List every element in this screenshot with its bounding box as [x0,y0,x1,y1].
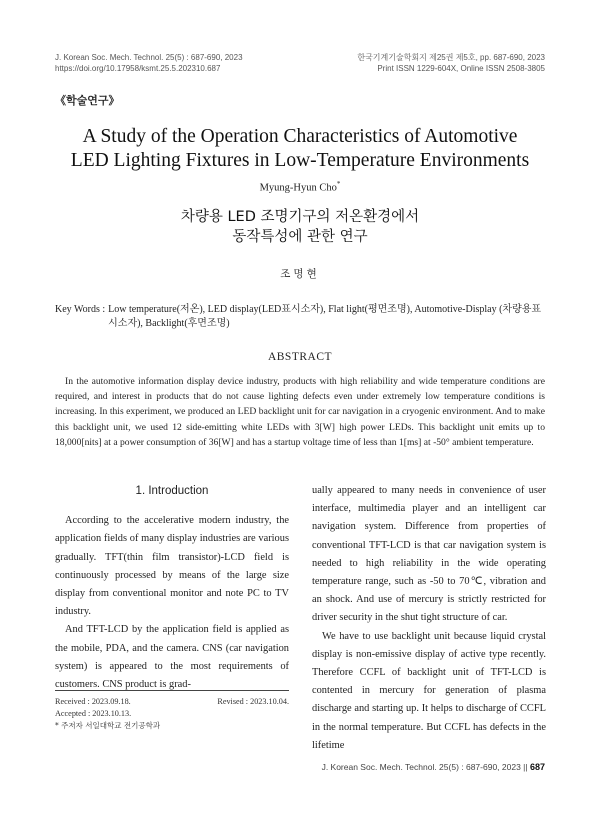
keywords-block [55,303,550,331]
article-category: 《학술연구》 [55,94,120,107]
left-column [55,482,289,694]
title-line-2: LED Lighting Fixtures in Low-Temperature Environments [70,150,530,171]
journal-citation: J. Korean Soc. Mech. Technol. 25(5) : 687-690, 2023 [55,53,243,62]
running-header-right [357,52,545,74]
received-revised-dates [55,696,289,708]
author-english [0,180,600,194]
title-line-1: A Study of the Operation Characteristics of Automotive [82,126,518,147]
running-header-left [55,52,243,74]
paragraph: We have to use backlight unit because liquid crystal display is non-emissive display of active type recently. Therefore CCFL of backlight unit of TFT-LCD is contented in mercury for generation of plasma discharge and starting up. It helps to discharge of CCFL in the normal temperature. But CCFL has defects in the lifetime [312,630,546,751]
paper-title-korean [0,207,600,247]
footer-citation: J. Korean Soc. Mech. Technol. 25(5) : 687-690, 2023 || [321,762,528,772]
author-mark: * [336,180,341,188]
corresponding-author-note: * 주저자 서일대학교 전기공학과 [55,721,161,730]
received-date: Received : 2023.09.18. [55,697,131,706]
footnote-divider [55,690,289,691]
title-ko-line-1: 차량용 LED 조명기구의 저온환경에서 [180,209,420,225]
author-name: Myung-Hyun Cho [259,182,337,194]
issn-info: Print ISSN 1229-604X, Online ISSN 2508-3805 [377,64,545,73]
paragraph-continued: ually appeared to many needs in convenience of user interface, multimedia player and an intelligent car navigation system. Difference from properties of conventional TFT-LCD is that car navigation system is needed to high reliability in the wide operating temperature range, such as -50 to 70℃, vibration and an shock. And use of mercury is strictly restricted for driver security in the shut tight structure of car. [312,485,546,624]
right-column [312,482,546,755]
section-heading: 1. Introduction [135,485,209,497]
page-number: 687 [529,762,545,772]
abstract-body: In the automotive information display device industry, products with high reliability and wide temperature conditions are required, and interest in products that do not cause lighting defects even under extremely low temperature conditions is increasing. In this experiment, we produced an LED backlight unit for car navigation in a cryogenic environment. And to make this backlight unit, we used 12 side-emitting white LEDs with 3[W] high power LEDs. This backlight unit emits up to 18,000[nits] at a power consumption of 36[W] and has a startup voltage time of less than 1[ms] at -50° ambient temperature. [55,376,545,448]
paragraph: And TFT-LCD by the application field is applied as the mobile, PDA, and the camera. CNS (car navigation system) is appeared to the most requirements of customers. CNS product is grad- [55,624,289,691]
paper-title-english [0,125,600,173]
keywords-label: Key Words : [55,304,106,315]
paragraph: According to the accelerative modern industry, the application fields of many display industries are various gradually. TFT(thin film transistor)-LCD field is continuously processed by means of the large size display from conventional monitor and note PC to TV industry. [55,515,289,618]
accepted-date: Accepted : 2023.10.13. [55,709,132,718]
revised-date: Revised : 2023.10.04. [217,697,289,706]
journal-citation-korean: 한국기계기술학회지 제25권 제5호, pp. 687-690, 2023 [357,53,545,62]
title-ko-line-2: 동작특성에 관한 연구 [232,229,368,245]
page-footer [322,762,545,772]
author-korean: 조명현 [280,268,320,280]
abstract-heading: ABSTRACT [267,351,333,363]
keywords-text: Low temperature(저온), LED display(LED표시소자), Flat light(평면조명), Automotive-Display (차량용표시소자), Backlight(후면조명) [108,304,542,329]
doi-link[interactable]: https://doi.org/10.17958/ksmt.25.5.202310.687 [55,64,221,73]
